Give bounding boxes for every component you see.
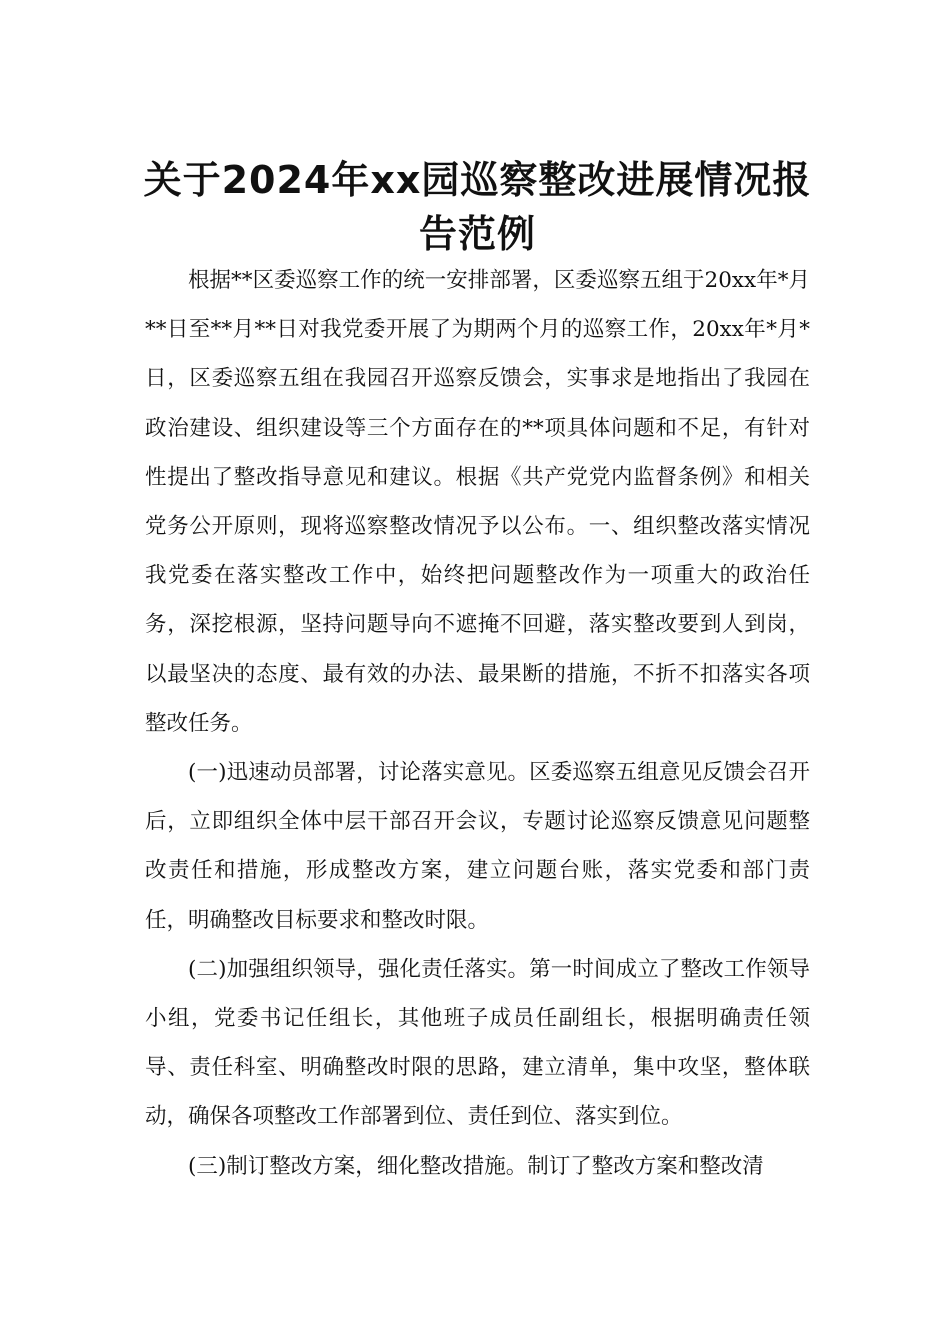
document-body [145, 256, 854, 1191]
paragraph-section-2: (二)加强组织领导，强化责任落实。第一时间成立了整改工作领导小组，党委书记任组长，其他班子成员任副组长，根据明确责任领导、责任科室、明确整改时限的思路，建立清单，集中攻坚，整体联动，确保各项整改工作部署到位、责任到位、落实到位。 [145, 956, 810, 1130]
document-title [120, 153, 835, 261]
paragraph-section-3: (三)制订整改方案，细化整改措施。制订了整改方案和整改清 [188, 1153, 764, 1179]
paragraph-section-1: (一)迅速动员部署，讨论落实意见。区委巡察五组意见反馈会召开后，立即组织全体中层干部召开会议，专题讨论巡察反馈意见问题整改责任和措施，形成整改方案，建立问题台账，落实党委和部门责任，明确整改目标要求和整改时限。 [145, 760, 810, 933]
title-line-1: 关于2024年xx园巡察整改进展情况报 [143, 158, 812, 203]
title-line-2: 告范例 [418, 212, 536, 257]
paragraph-intro: 根据**区委巡察工作的统一安排部署，区委巡察五组于20xx年*月**日至**月**日对我党委开展了为期两个月的巡察工作，20xx年*月*日，区委巡察五组在我园召开巡察反馈会，实事求是地指出了我园在政治建设、组织建设等三个方面存在的**项具体问题和不足，有针对性提出了整改指导意见和建议。根据《共产党党内监督条例》和相关党务公开原则，现将巡察整改情况予以公布。一、组织整改落实情况 我党委在落实整改工作中，始终把问题整改作为一项重大的政治任务，深挖根源，坚持问题导向不遮掩不回避，落实整改要到人到岗，以最坚决的态度、最有效的办法、最果断的措施，不折不扣落实各项整改任务。 [145, 268, 854, 736]
